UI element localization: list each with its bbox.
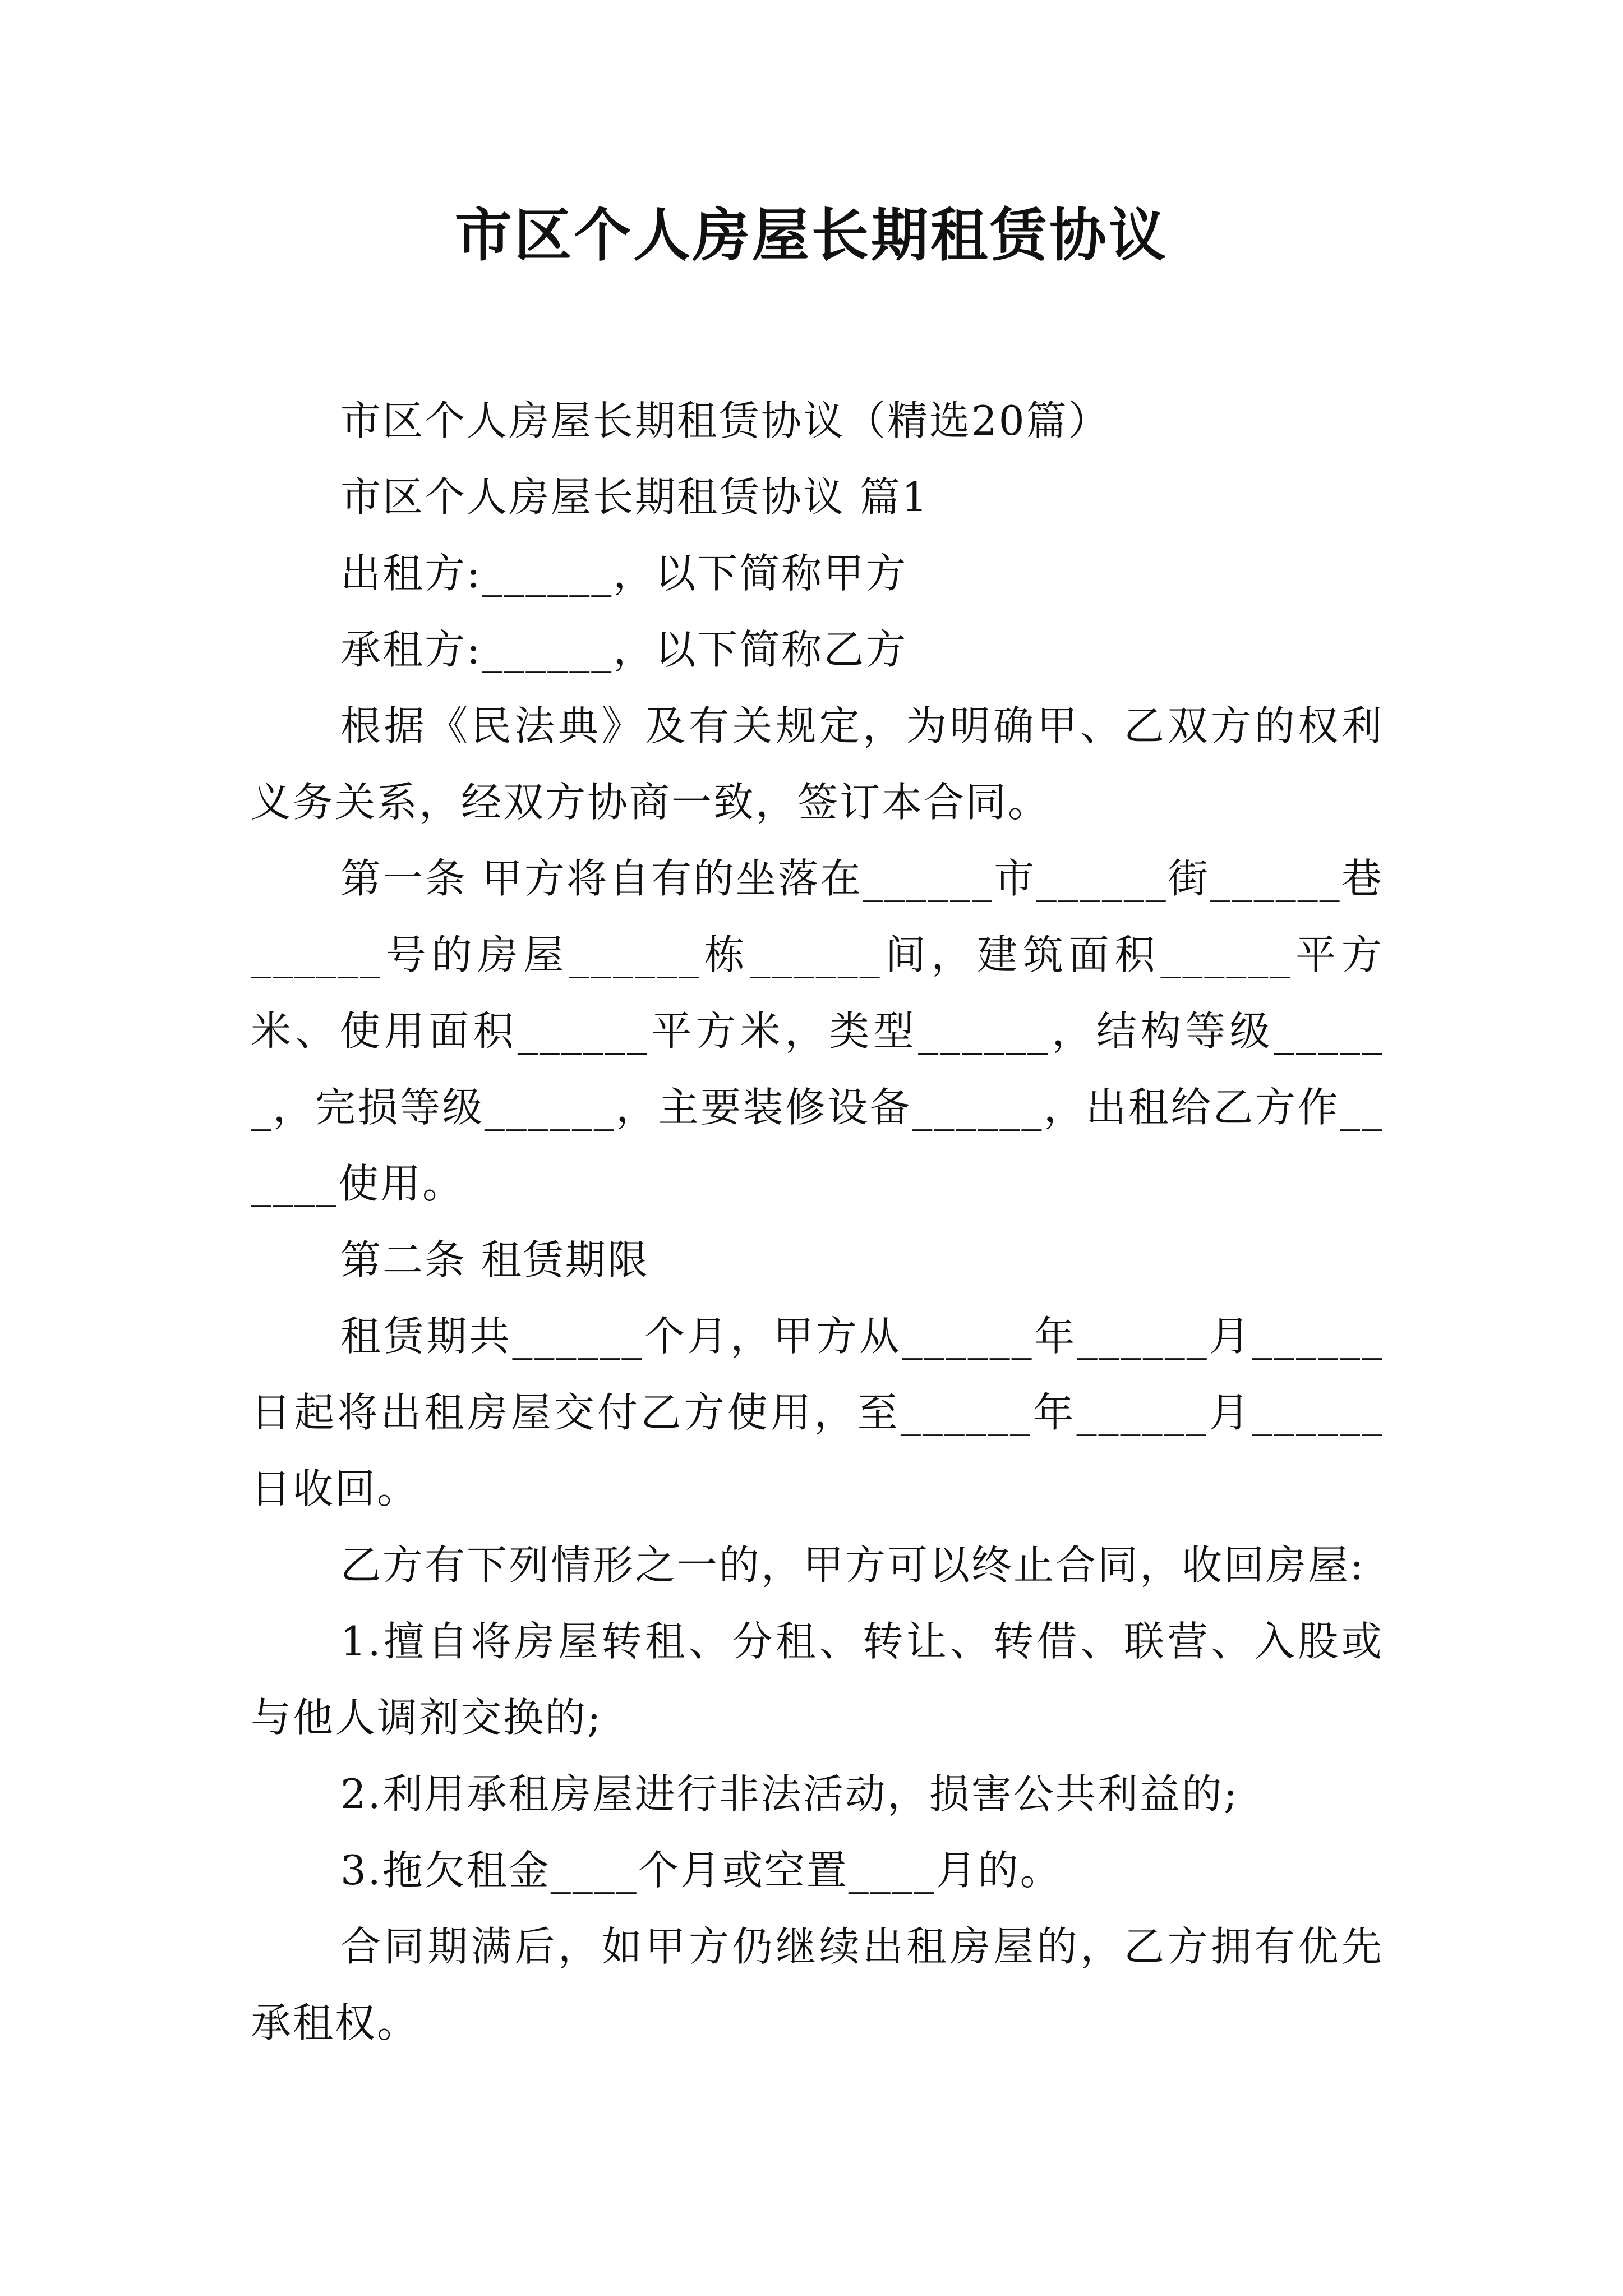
paragraph-lessee: 承租方:______，以下简称乙方 bbox=[340, 626, 908, 673]
document-body bbox=[251, 383, 1384, 2061]
paragraph-lessor: 出租方:______，以下简称甲方 bbox=[340, 550, 908, 597]
paragraph-termination-conditions: 乙方有下列情形之一的，甲方可以终止合同，收回房屋: bbox=[340, 1542, 1366, 1589]
paragraph-collection-title: 市区个人房屋长期租赁协议（精选20篇） bbox=[340, 397, 1110, 444]
paragraph-lease-term: 租赁期共______个月，甲方从______年______月______日起将出租房屋交付乙方使用，至______年______月______日收回。 bbox=[251, 1313, 1384, 1512]
paragraph-preamble: 根据《民法典》及有关规定，为明确甲、乙双方的权利义务关系，经双方协商一致，签订本合同。 bbox=[251, 702, 1384, 826]
paragraph-condition-2: 2.利用承租房屋进行非法活动，损害公共利益的; bbox=[340, 1770, 1239, 1818]
paragraph-condition-1: 1.擅自将房屋转租、分租、转让、转借、联营、入股或与他人调剂交换的; bbox=[251, 1618, 1384, 1741]
paragraph-renewal-priority: 合同期满后，如甲方仍继续出租房屋的，乙方拥有优先承租权。 bbox=[251, 1923, 1384, 2046]
paragraph-clause-1: 第一条 甲方将自有的坐落在______市______街______巷______号的房屋______栋______间，建筑面积______平方米、使用面积______平方米，类型______，结构等级______，完损等级______，主要装修设备______，出租给乙方作______使用。 bbox=[251, 855, 1384, 1207]
paragraph-article-heading: 市区个人房屋长期租赁协议 篇1 bbox=[340, 473, 929, 521]
document-title: 市区个人房屋长期租赁协议 bbox=[455, 202, 1168, 269]
paragraph-condition-3: 3.拖欠租金____个月或空置____月的。 bbox=[340, 1847, 1062, 1894]
paragraph-clause-2-heading: 第二条 租赁期限 bbox=[340, 1236, 649, 1283]
